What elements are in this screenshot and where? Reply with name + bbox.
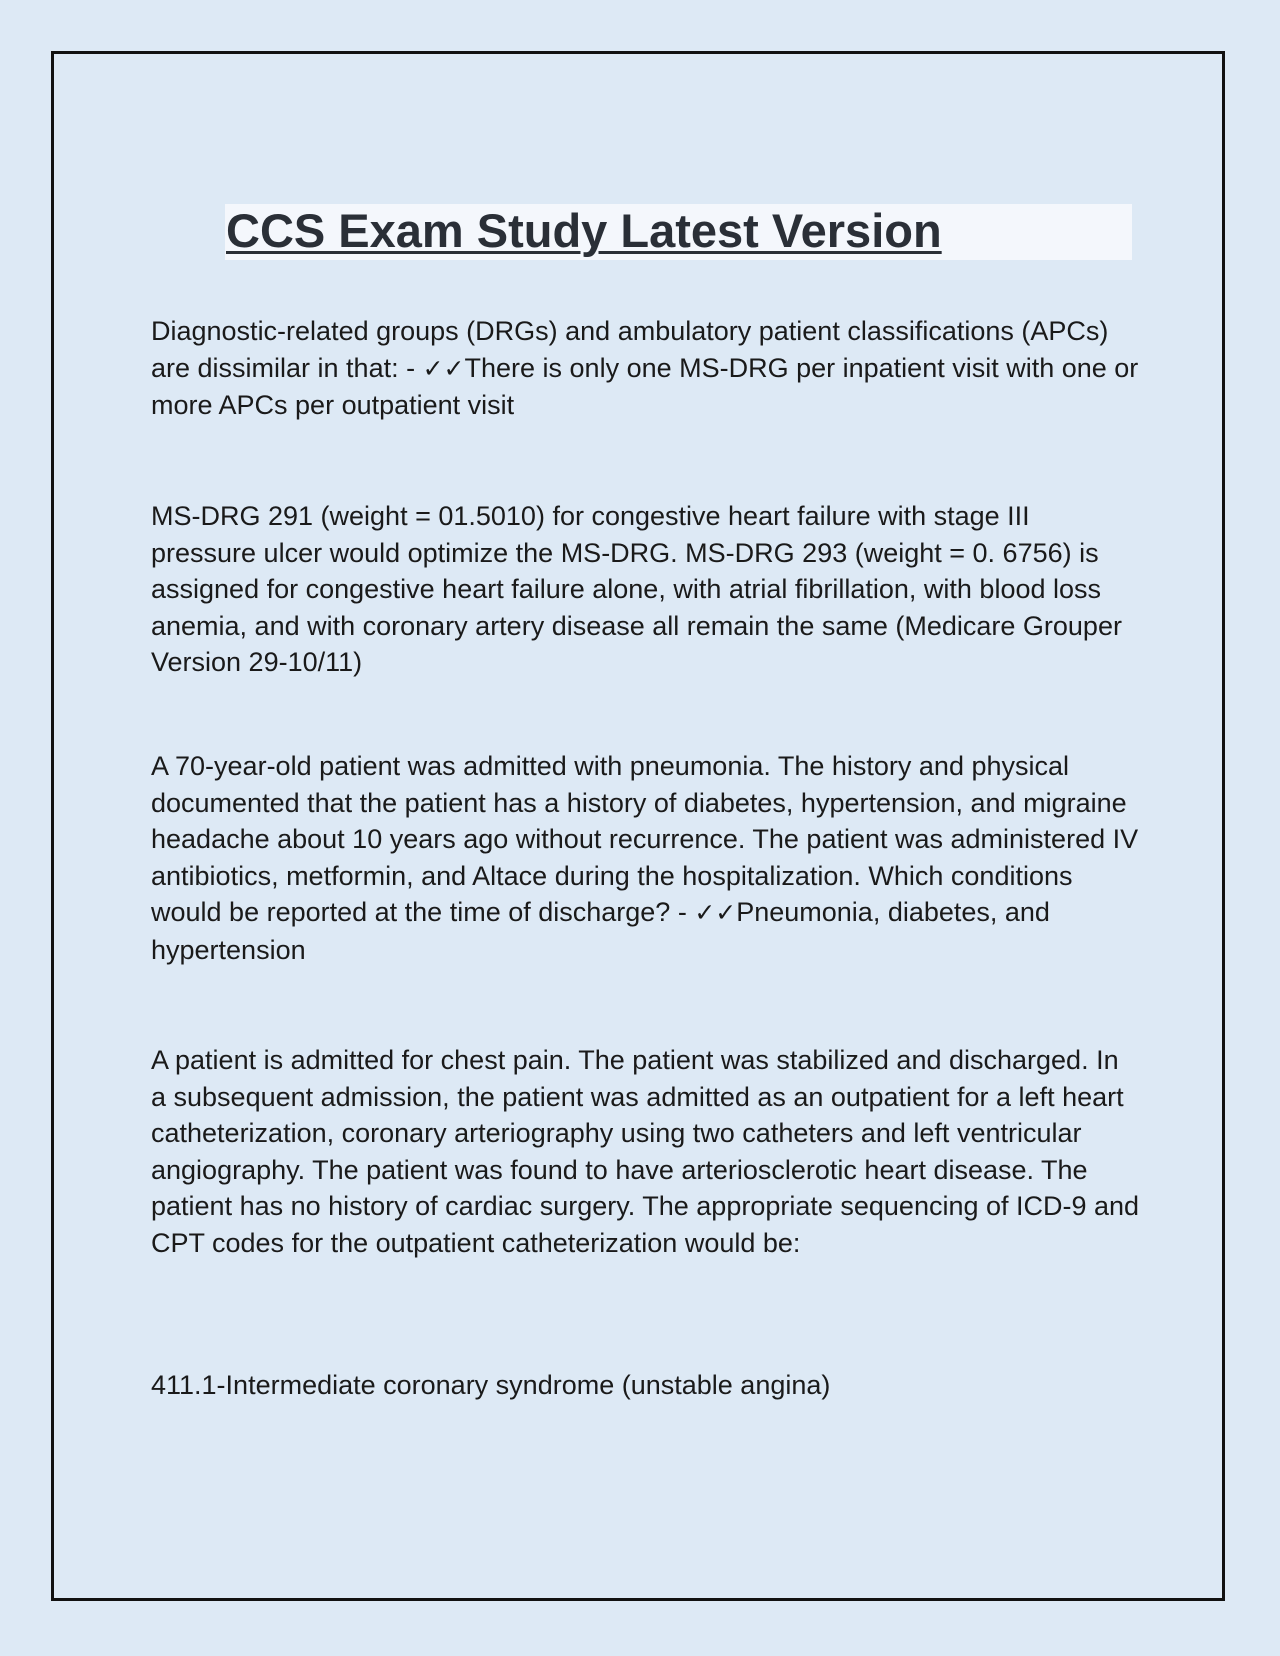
question-drg-vs-apc (151, 313, 1141, 424)
question-pneumonia-discharge (151, 748, 1141, 968)
paragraph-ms-drg-weights: MS-DRG 291 (weight = 01.5010) for congestive heart failure with stage III pressure ulcer would optimize the MS-DRG. MS-DRG 293 (weight = 0. 6756) is assigned for congestive heart failure alone, with atrial fibrillation, with blood loss anemia, and with coronary artery disease all remain the same (Medicare Grouper Version 29-10/11) (151, 501, 1122, 677)
question-text: A 70-year-old patient was admitted with pneumonia. The history and physical documented that the patient has a history of diabetes, hypertension, and migraine headache about 10 years ago without recurrence. The patient was administered IV antibiotics, metformin, and Altace during the hospitalization. Which conditions would be reported at the time of discharge? - (151, 751, 1139, 927)
answer-text: There is only one MS-DRG per inpatient visit with one or more APCs per outpatient visit (151, 352, 1139, 420)
question-catheterization-sequencing: A patient is admitted for chest pain. The patient was stabilized and discharged. In a subsequent admission, the patient was admitted as an outpatient for a left heart catheterization, coronary arteriography using two catheters and left ventricular angiography. The patient was found to have arteriosclerotic heart disease. The patient has no history of cardiac surgery. The appropriate sequencing of ICD-9 and CPT codes for the outpatient catheterization would be: (151, 1045, 1140, 1258)
question-text: Diagnostic-related groups (DRGs) and ambulatory patient classifications (APCs) are dissimilar in that: - (151, 316, 1109, 383)
answer-text: Pneumonia, diabetes, and hypertension (151, 897, 1050, 965)
double-check-icon: ✓✓ (422, 353, 465, 383)
page-title: CCS Exam Study Latest Version (226, 204, 942, 257)
paragraph-icd-code: 411.1-Intermediate coronary syndrome (unstable angina) (151, 1370, 831, 1400)
double-check-icon: ✓✓ (694, 898, 737, 927)
